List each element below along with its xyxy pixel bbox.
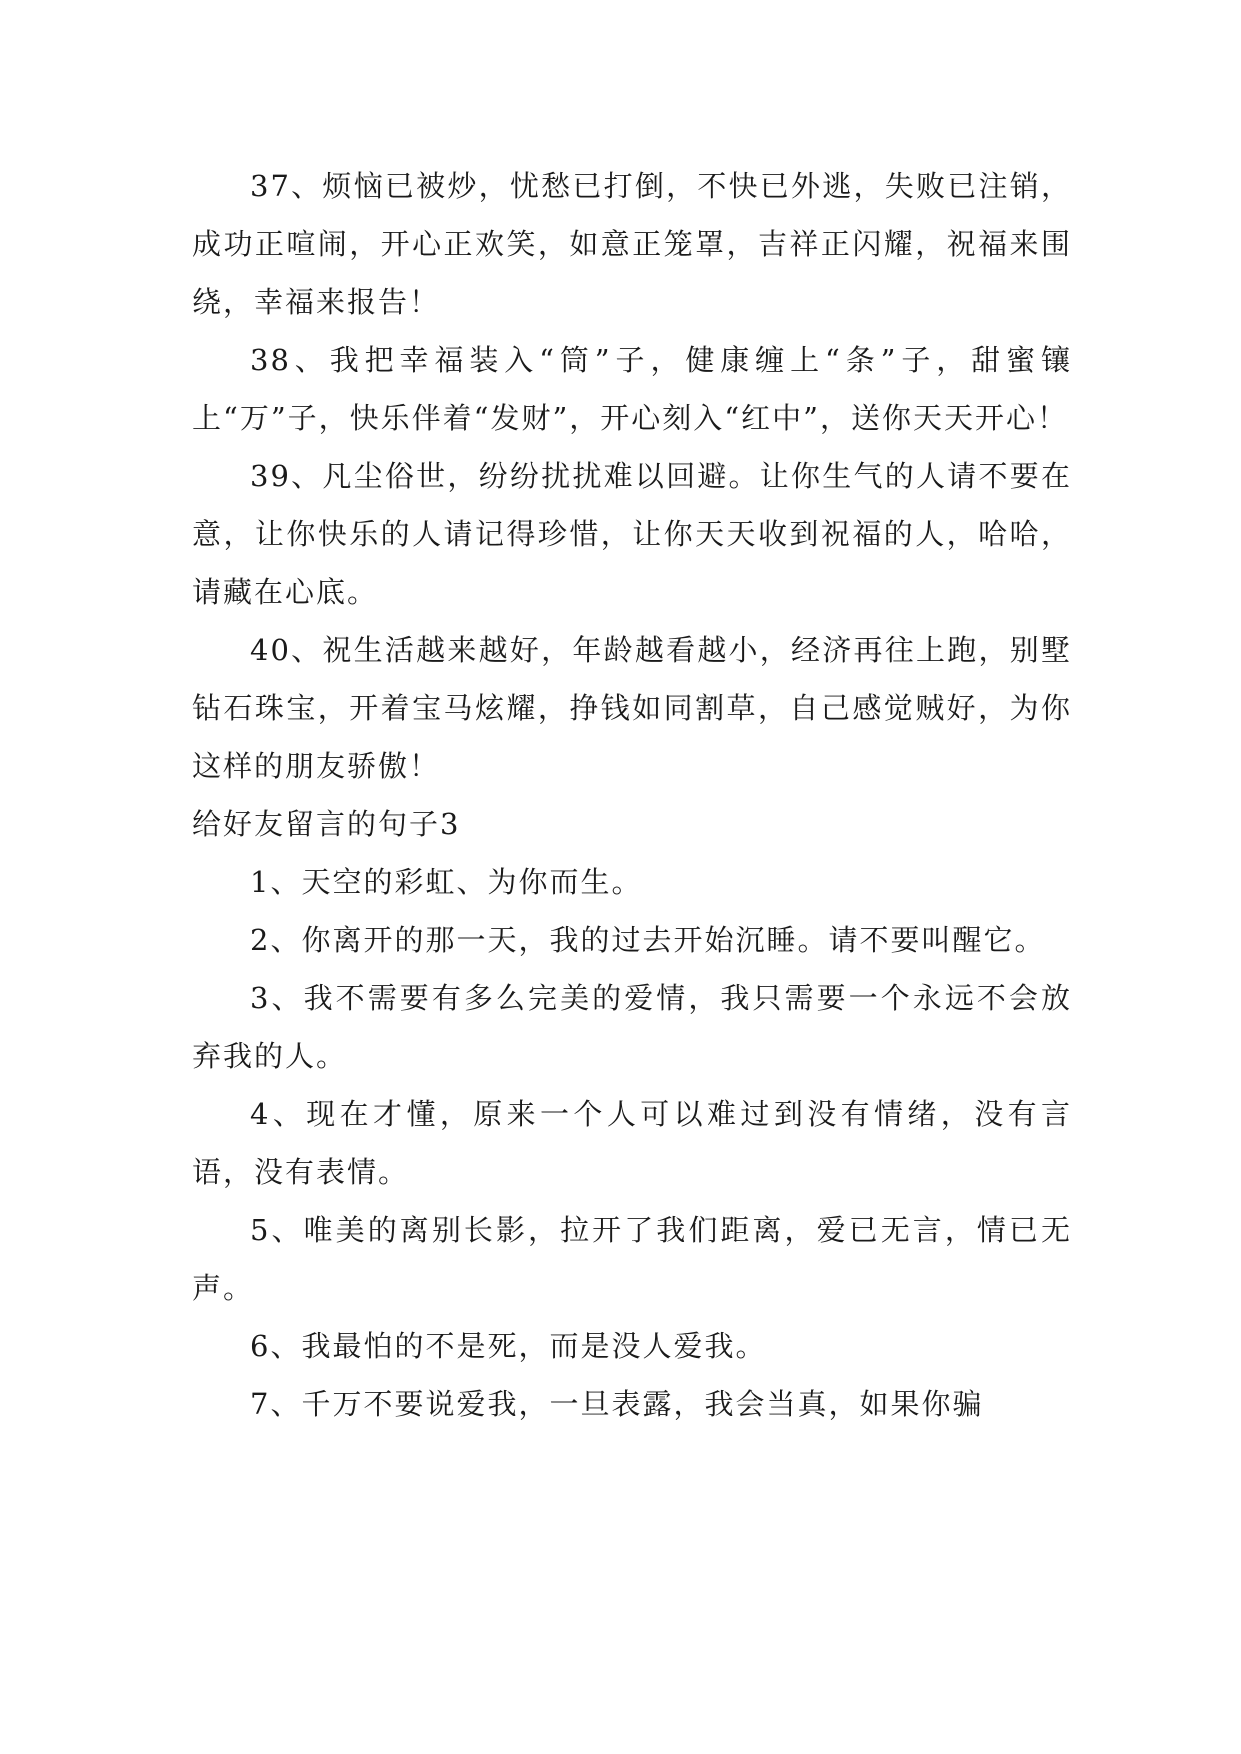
paragraph-1: 1、天空的彩虹、为你而生。 [250,865,643,899]
paragraph-37: 37、烦恼已被炒，忧愁已打倒，不快已外逃，失败已注销，成功正喧闹，开心正欢笑，如意正笼罩，吉祥正闪耀，祝福来围绕，幸福来报告！ [192,169,1072,319]
paragraph-6: 6、我最怕的不是死，而是没人爱我。 [250,1329,767,1363]
paragraph-40: 40、祝生活越来越好，年龄越看越小，经济再往上跑，别墅钻石珠宝，开着宝马炫耀，挣钱如同割草，自己感觉贼好，为你这样的朋友骄傲！ [192,633,1072,783]
paragraph-39: 39、凡尘俗世，纷纷扰扰难以回避。让你生气的人请不要在意，让你快乐的人请记得珍惜，让你天天收到祝福的人，哈哈，请藏在心底。 [192,459,1072,609]
paragraph-4: 4、现在才懂，原来一个人可以难过到没有情绪，没有言语，没有表情。 [192,1097,1072,1189]
paragraph-7: 7、千万不要说爱我，一旦表露，我会当真，如果你骗 [250,1387,984,1421]
paragraph-2: 2、你离开的那一天，我的过去开始沉睡。请不要叫醒它。 [250,923,1046,957]
section-heading: 给好友留言的句子3 [192,807,461,841]
paragraph-3: 3、我不需要有多么完美的爱情，我只需要一个永远不会放弃我的人。 [192,981,1072,1073]
paragraph-5: 5、唯美的离别长影，拉开了我们距离，爱已无言，情已无声。 [192,1213,1072,1305]
document-body [192,157,1072,1433]
paragraph-38: 38、我把幸福装入“筒”子，健康缠上“条”子，甜蜜镶上“万”子，快乐伴着“发财”，开心刻入“红中”，送你天天开心！ [192,343,1072,435]
